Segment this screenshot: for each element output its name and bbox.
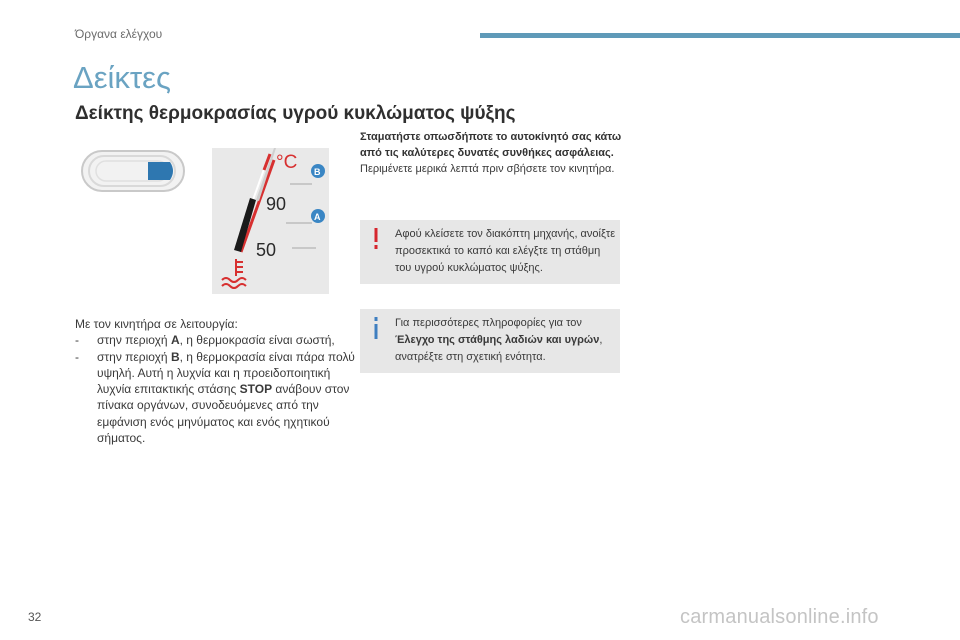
warning-box bbox=[360, 220, 620, 284]
item1-post: , η θερμοκρασία είναι σωστή, bbox=[179, 333, 335, 348]
safety-body: Περιμένετε μερικά λεπτά πριν σβήσετε τον κινητήρα. bbox=[360, 163, 615, 176]
watermark: carmanualsonline.info bbox=[680, 606, 879, 628]
item2-stop: STOP bbox=[239, 382, 273, 397]
gauge-unit-label: °C bbox=[276, 152, 298, 173]
info-link-text: Έλεγχο της στάθμης λαδιών και υγρών bbox=[395, 334, 600, 346]
item2-mid: , η θερμοκρασία είναι πάρα πολύ υψηλή. Αυτή η λυχνία και η προειδοποιητική λυχνία επιτακτικής στάσης bbox=[97, 349, 355, 397]
coolant-temperature-icon bbox=[222, 259, 246, 288]
page-number: 32 bbox=[28, 610, 42, 624]
page-title: Δείκτες bbox=[73, 60, 171, 95]
coolant-gauge-graphic bbox=[212, 148, 329, 294]
list-item-zone-a: - στην περιοχή A, η θερμοκρασία είναι σωστή, bbox=[75, 333, 335, 348]
exclamation-icon bbox=[372, 228, 380, 250]
zone-a-badge: A bbox=[314, 212, 321, 222]
info-icon bbox=[372, 317, 380, 339]
instrument-cluster-thumbnail bbox=[80, 148, 186, 194]
gauge-label-50: 50 bbox=[256, 240, 277, 260]
info-post: , ανατρέξτε στη σχετική ενότητα. bbox=[395, 334, 603, 363]
section-header: Όργανα ελέγχου bbox=[75, 27, 163, 41]
intro-line: Με τον κινητήρα σε λειτουργία: bbox=[75, 317, 238, 331]
item2-pre: στην περιοχή bbox=[97, 349, 171, 364]
safety-heading: Σταματήστε οπωσδήποτε το αυτοκίνητό σας κάτω από τις καλύτερες δυνατές συνθήκες ασφάλειας. bbox=[360, 131, 622, 159]
info-text bbox=[395, 315, 617, 366]
item2-post: ανάβουν στον πίνακα οργάνων, συνοδευόμενες από την εμφάνιση ενός μηνύματος και ενός ηχητικού σήματος. bbox=[97, 382, 350, 446]
gauge-label-90: 90 bbox=[266, 194, 287, 214]
info-box bbox=[360, 309, 620, 373]
operating-description bbox=[75, 316, 360, 446]
info-pre: Για περισσότερες πληροφορίες για τον bbox=[395, 317, 582, 329]
safety-instructions bbox=[360, 130, 622, 178]
header-accent-bar bbox=[480, 33, 960, 38]
coolant-gauge-illustration bbox=[212, 148, 329, 294]
warning-text: Αφού κλείσετε τον διακόπτη μηχανής, ανοίξτε προσεκτικά το καπό και ελέγξτε τη στάθμη του υγρού κυκλώματος ψύξης. bbox=[395, 228, 616, 274]
item1-bold: A bbox=[170, 333, 180, 348]
item2-bold: B bbox=[170, 349, 180, 364]
section-subtitle: Δείκτης θερμοκρασίας υγρού κυκλώματος ψύξης bbox=[75, 103, 516, 124]
list-item-zone-b: - στην περιοχή B, η θερμοκρασία είναι πάρα πολύ υψηλή. Αυτή η λυχνία και η προειδοποιητική λυχνία επιτακτικής στάσης STOP ανάβουν στον πίνακα οργάνων, συνοδευόμενες από την εμφάνιση ενός μηνύματος και ενός ηχητικού σήματος. bbox=[75, 349, 355, 446]
zone-b-badge: B bbox=[314, 167, 321, 177]
item1-pre: στην περιοχή bbox=[97, 333, 171, 348]
